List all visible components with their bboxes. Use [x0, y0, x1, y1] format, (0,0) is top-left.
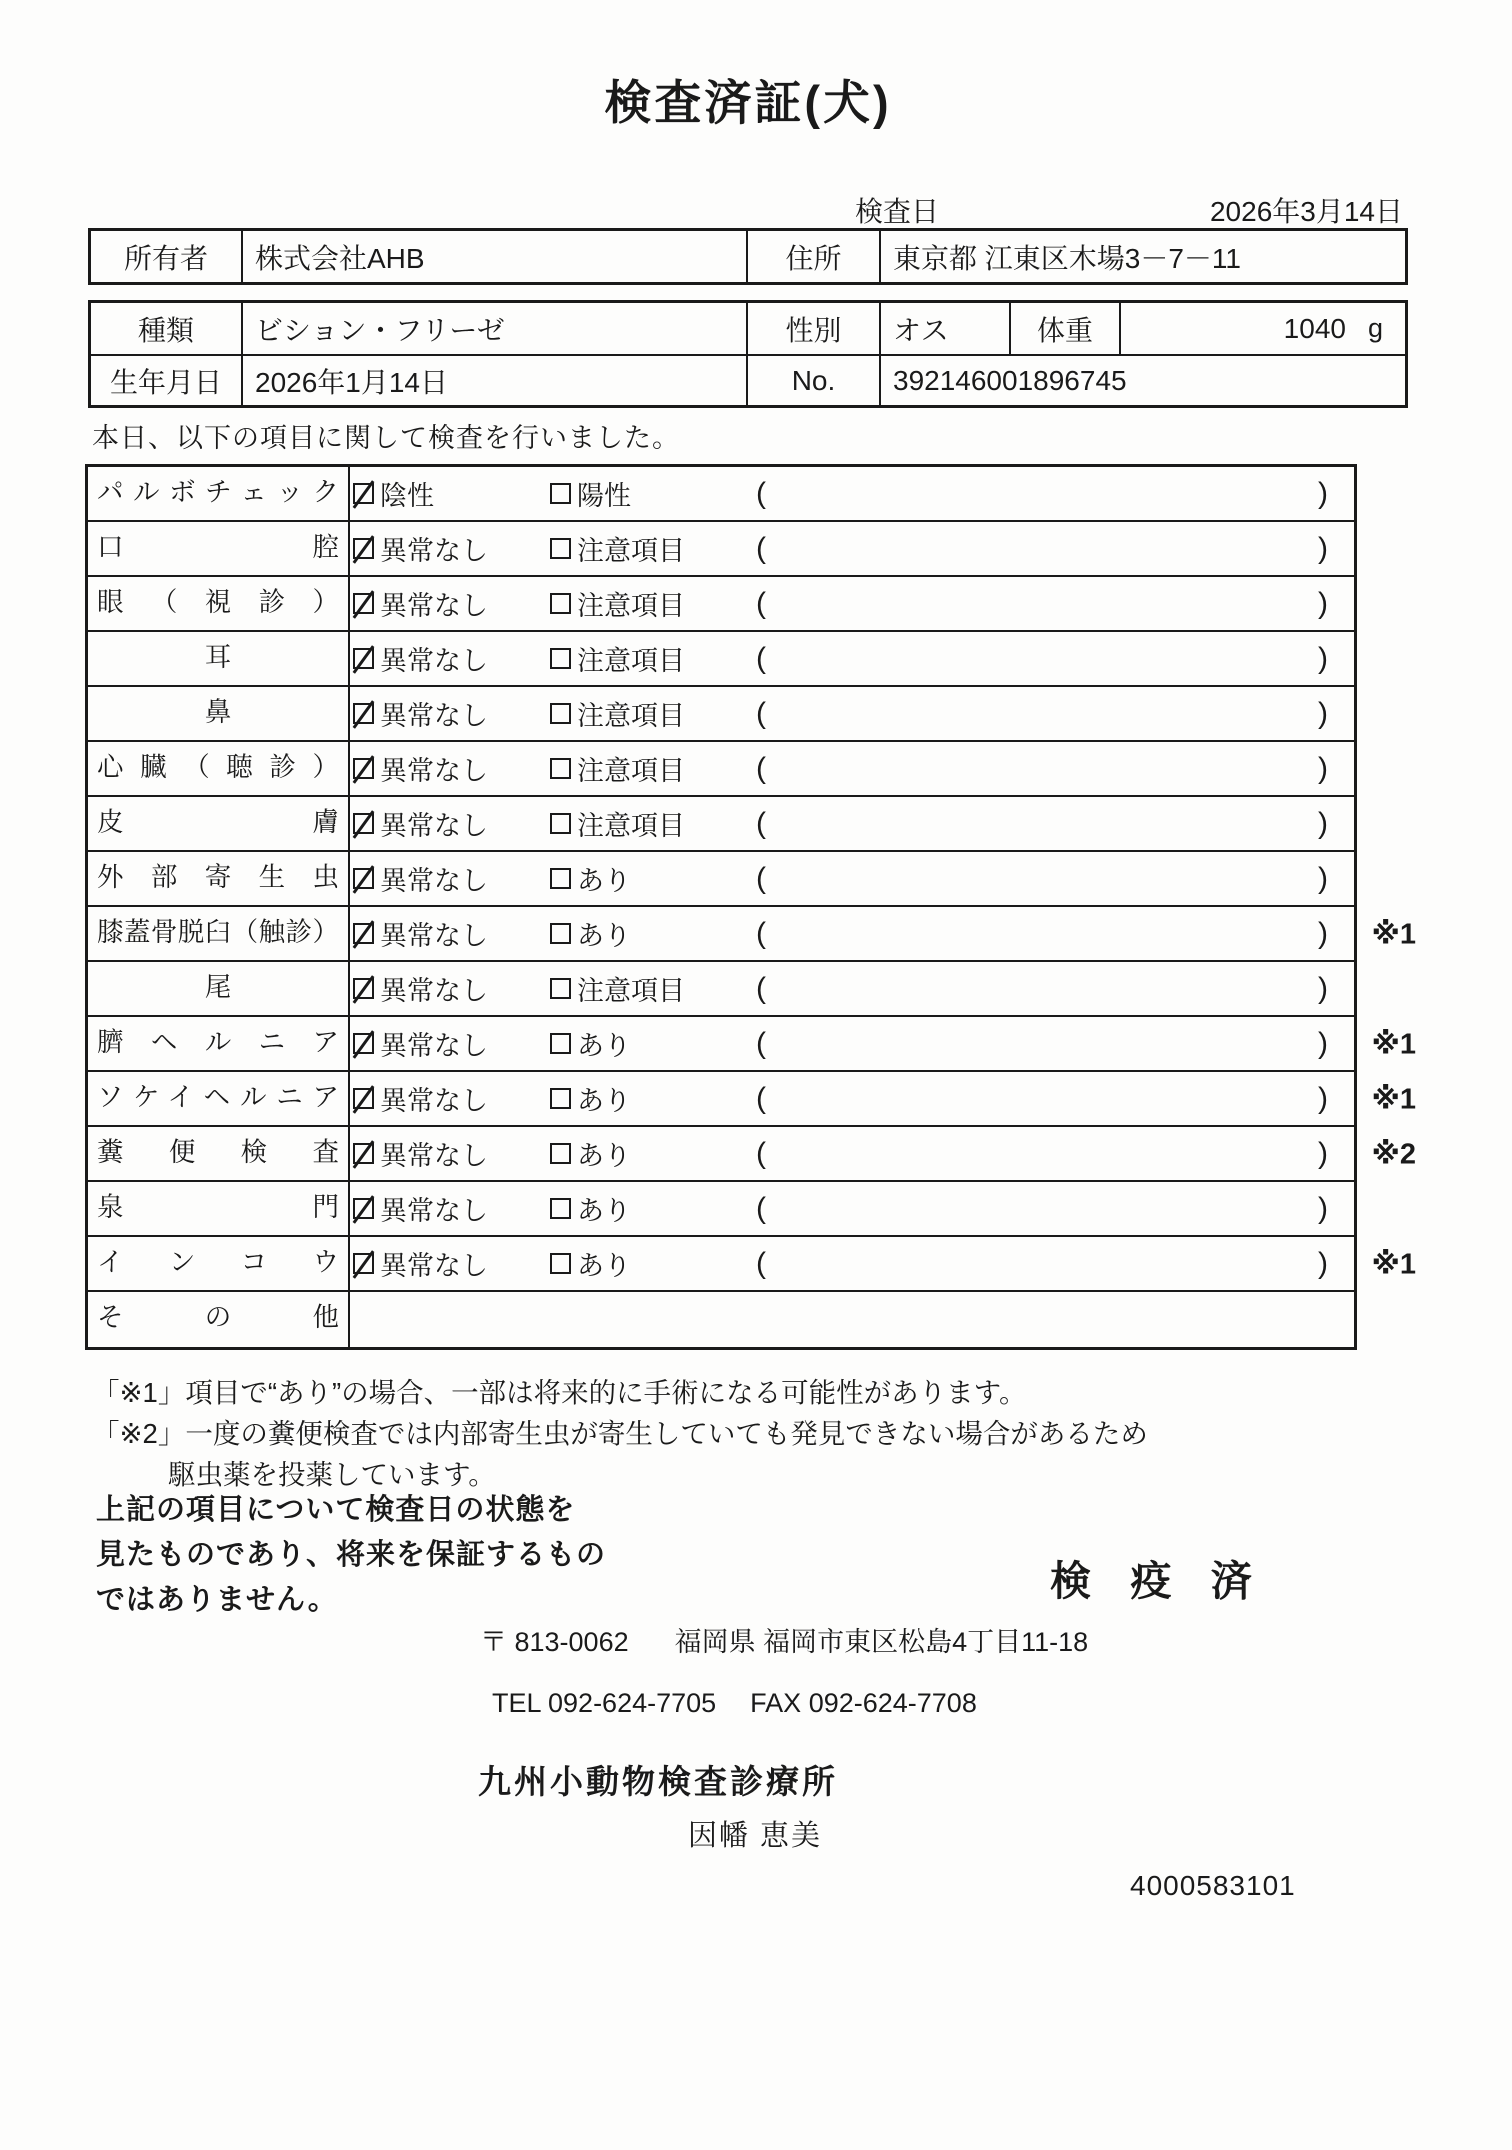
disclaimer — [96, 1488, 606, 1623]
paren-open: ( — [756, 806, 766, 840]
row-note-marker: ※1 — [1371, 1248, 1416, 1280]
option2-label: あり — [577, 1196, 631, 1226]
inspection-row-content — [350, 1182, 1354, 1235]
inspection-row-content — [350, 522, 1354, 575]
option2-checkbox[interactable] — [550, 1033, 571, 1054]
option1-group — [353, 969, 550, 1008]
inspection-item-label: インコウ — [88, 1237, 350, 1290]
birth-value-cell: 2026年1月14日 — [241, 356, 746, 405]
option2-checkbox[interactable] — [550, 923, 571, 944]
option2-group — [550, 1134, 756, 1173]
disclaimer-line-2: 見たものであり、将来を保証するもの — [96, 1539, 607, 1571]
option2-checkbox[interactable] — [550, 703, 571, 724]
option1-label: 異常なし — [380, 536, 488, 566]
clinic-tel: TEL 092-624-7705 — [492, 1688, 717, 1718]
inspection-row-content — [350, 962, 1354, 1015]
paren-close: ) — [1318, 1081, 1328, 1115]
option1-checkbox[interactable] — [353, 648, 374, 669]
paren-close: ) — [1318, 586, 1328, 620]
veterinarian-name: 因幡 恵美 — [688, 1820, 823, 1852]
option2-group — [550, 584, 756, 623]
footnotes — [92, 1372, 1148, 1495]
option1-group — [353, 1189, 550, 1228]
option1-checkbox[interactable] — [353, 1253, 374, 1274]
paren-close: ) — [1318, 476, 1328, 510]
owner-label-cell: 所有者 — [123, 242, 208, 274]
paren-open: ( — [756, 586, 766, 620]
postal-code: 〒 813-0062 — [480, 1627, 629, 1657]
option2-checkbox[interactable] — [550, 758, 571, 779]
inspection-row-content — [350, 907, 1354, 960]
inspection-item-label: 皮膚 — [88, 797, 350, 850]
inspection-item-label: 外部寄生虫 — [88, 852, 350, 905]
paren-open: ( — [756, 1191, 766, 1225]
clinic-name: 九州小動物検査診療所 — [478, 1763, 838, 1800]
breed-row — [91, 303, 1405, 354]
breed-label-cell: 種類 — [137, 314, 194, 346]
paren-open: ( — [756, 861, 766, 895]
inspection-row — [88, 1237, 1416, 1292]
inspection-row — [88, 522, 1354, 577]
option1-group — [353, 694, 550, 733]
option1-group — [353, 639, 550, 678]
row-note-marker: ※1 — [1371, 918, 1416, 950]
inspection-row — [88, 687, 1354, 742]
weight-value: 1040 — [1283, 312, 1346, 344]
option2-group — [550, 914, 756, 953]
option2-label: あり — [577, 1141, 631, 1171]
paren-open: ( — [756, 476, 766, 510]
paren-open: ( — [756, 1246, 766, 1280]
paren-close: ) — [1318, 696, 1328, 730]
option2-checkbox[interactable] — [550, 648, 571, 669]
option1-checkbox[interactable] — [353, 978, 374, 999]
clinic-address: 福岡県 福岡市東区松島4丁目11-18 — [674, 1627, 1089, 1657]
option2-checkbox[interactable] — [550, 1253, 571, 1274]
option2-label: 注意項目 — [577, 646, 685, 676]
row-note-marker: ※2 — [1371, 1138, 1416, 1170]
inspection-item-label: その他 — [88, 1292, 350, 1347]
option2-checkbox[interactable] — [550, 1198, 571, 1219]
owner-info-table — [88, 228, 1408, 285]
option2-label: あり — [577, 866, 631, 896]
weight-label-cell: 体重 — [1009, 303, 1119, 354]
weight-value-cell — [1119, 303, 1405, 354]
paren-open: ( — [756, 1136, 766, 1170]
option2-group — [550, 1244, 756, 1283]
option1-checkbox[interactable] — [353, 868, 374, 889]
inspection-date-row — [855, 190, 1403, 230]
inspection-row-content — [350, 1292, 1354, 1347]
option1-group — [353, 474, 550, 513]
inspection-row-content — [350, 1017, 1354, 1070]
inspection-item-label: 口腔 — [88, 522, 350, 575]
option1-checkbox[interactable] — [353, 538, 374, 559]
option1-label: 異常なし — [380, 866, 488, 896]
breed-value-cell: ビション・フリーゼ — [241, 303, 746, 354]
option1-checkbox[interactable] — [353, 1198, 374, 1219]
option2-label: 注意項目 — [577, 591, 685, 621]
intro-text: 本日、以下の項目に関して検査を行いました。 — [92, 423, 680, 453]
option1-checkbox[interactable] — [353, 813, 374, 834]
option2-checkbox[interactable] — [550, 1143, 571, 1164]
option1-group — [353, 749, 550, 788]
inspection-row — [88, 907, 1416, 962]
inspection-item-label: パルボチェック — [88, 467, 350, 520]
option2-checkbox[interactable] — [550, 538, 571, 559]
paren-close: ) — [1318, 1026, 1328, 1060]
quarantine-stamp: 検 疫 済 — [1050, 1558, 1266, 1604]
option2-checkbox[interactable] — [550, 868, 571, 889]
option2-label: あり — [577, 1086, 631, 1116]
option2-checkbox[interactable] — [550, 483, 571, 504]
inspection-row — [88, 467, 1354, 522]
footnote-2: 「※2」一度の糞便検査では内部寄生虫が寄生していても発見できない場合があるため — [92, 1418, 1148, 1449]
option2-group — [550, 474, 756, 513]
inspection-date-label: 検査日 — [855, 196, 940, 227]
option1-label: 異常なし — [380, 591, 488, 621]
weight-unit: g — [1367, 313, 1383, 343]
address-value-cell: 東京都 江東区木場3－7－11 — [879, 231, 1405, 282]
inspection-row — [88, 1182, 1354, 1237]
option2-group — [550, 804, 756, 843]
option1-label: 異常なし — [380, 646, 488, 676]
option2-label: 注意項目 — [577, 701, 685, 731]
inspection-row-content — [350, 797, 1354, 850]
inspection-row — [88, 1072, 1416, 1127]
option1-checkbox[interactable] — [353, 1143, 374, 1164]
option1-checkbox[interactable] — [353, 923, 374, 944]
option1-label: 異常なし — [380, 756, 488, 786]
option1-group — [353, 804, 550, 843]
option2-label: 注意項目 — [577, 536, 685, 566]
option2-label: 陽性 — [577, 481, 631, 511]
inspection-row — [88, 632, 1354, 687]
owner-row — [91, 231, 1405, 282]
inspection-row — [88, 797, 1354, 852]
inspection-row-content — [350, 687, 1354, 740]
option2-group — [550, 859, 756, 898]
option2-label: 注意項目 — [577, 976, 685, 1006]
paren-open: ( — [756, 1081, 766, 1115]
paren-open: ( — [756, 531, 766, 565]
inspection-item-label: 眼（視診） — [88, 577, 350, 630]
option2-checkbox[interactable] — [550, 813, 571, 834]
option2-group — [550, 639, 756, 678]
inspection-row — [88, 1292, 1354, 1347]
option2-group — [550, 1189, 756, 1228]
owner-value-cell: 株式会社AHB — [241, 231, 746, 282]
option1-label: 異常なし — [380, 921, 488, 951]
option1-group — [353, 1079, 550, 1118]
clinic-fax: FAX 092-624-7708 — [750, 1688, 977, 1718]
option1-checkbox[interactable] — [353, 593, 374, 614]
inspection-item-label: 糞便検査 — [88, 1127, 350, 1180]
clinic-telfax-line — [492, 1688, 977, 1719]
option1-checkbox[interactable] — [353, 483, 374, 504]
inspection-item-label: 尾 — [88, 962, 350, 1015]
paren-close: ) — [1318, 916, 1328, 950]
row-note-marker: ※1 — [1371, 1083, 1416, 1115]
option1-group — [353, 914, 550, 953]
option2-label: あり — [577, 921, 631, 951]
paren-close: ) — [1318, 751, 1328, 785]
row-note-marker: ※1 — [1371, 1028, 1416, 1060]
address-label-cell: 住所 — [746, 231, 879, 282]
inspection-item-label: 耳 — [88, 632, 350, 685]
option2-group — [550, 694, 756, 733]
animal-info-table — [88, 300, 1408, 408]
option1-checkbox[interactable] — [353, 703, 374, 724]
option1-group — [353, 1024, 550, 1063]
disclaimer-line-3: ではありません。 — [96, 1584, 338, 1616]
option2-checkbox[interactable] — [550, 593, 571, 614]
no-value-cell: 392146001896745 — [879, 356, 1405, 405]
option1-group — [353, 859, 550, 898]
inspection-row-content — [350, 467, 1354, 520]
inspection-row-content — [350, 852, 1354, 905]
no-label-cell: No. — [746, 356, 879, 405]
footnote-1: 「※1」項目で“あり”の場合、一部は将来的に手術になる可能性があります。 — [92, 1377, 1027, 1408]
inspection-item-label: 心臓（聴診） — [88, 742, 350, 795]
option2-group — [550, 1024, 756, 1063]
paren-open: ( — [756, 916, 766, 950]
birth-label-cell: 生年月日 — [109, 366, 222, 398]
paren-close: ) — [1318, 806, 1328, 840]
inspection-item-label: ソケイヘルニア — [88, 1072, 350, 1125]
option2-label: あり — [577, 1251, 631, 1281]
disclaimer-line-1: 上記の項目について検査日の状態を — [96, 1494, 576, 1526]
paren-open: ( — [756, 1026, 766, 1060]
option1-label: 異常なし — [380, 811, 488, 841]
paren-close: ) — [1318, 1191, 1328, 1225]
option2-label: 注意項目 — [577, 811, 685, 841]
inspection-row — [88, 1017, 1416, 1072]
option2-checkbox[interactable] — [550, 1088, 571, 1109]
option2-label: あり — [577, 1031, 631, 1061]
birth-row — [91, 354, 1405, 405]
paren-open: ( — [756, 696, 766, 730]
inspection-row-content — [350, 1237, 1354, 1290]
option2-label: 注意項目 — [577, 756, 685, 786]
sex-value-cell: オス — [879, 303, 1009, 354]
option1-group — [353, 584, 550, 623]
option1-group — [353, 1134, 550, 1173]
inspection-row-content — [350, 577, 1354, 630]
inspection-table — [85, 464, 1416, 1350]
option1-group — [353, 529, 550, 568]
inspection-item-label: 泉門 — [88, 1182, 350, 1235]
option1-label: 異常なし — [380, 976, 488, 1006]
paren-close: ) — [1318, 641, 1328, 675]
option2-group — [550, 1079, 756, 1118]
inspection-item-label: 鼻 — [88, 687, 350, 740]
inspection-row — [88, 962, 1354, 1017]
inspection-row — [88, 852, 1354, 907]
inspection-row — [88, 742, 1354, 797]
serial-number: 4000583101 — [1130, 1870, 1296, 1901]
option1-label: 異常なし — [380, 1251, 488, 1281]
option1-checkbox[interactable] — [353, 1033, 374, 1054]
option2-group — [550, 529, 756, 568]
option1-group — [353, 1244, 550, 1283]
option1-label: 異常なし — [380, 1141, 488, 1171]
footnote-3: 駆虫薬を投薬しています。 — [168, 1459, 496, 1490]
option1-label: 異常なし — [380, 1086, 488, 1116]
inspection-row-content — [350, 742, 1354, 795]
option1-label: 異常なし — [380, 701, 488, 731]
option1-label: 異常なし — [380, 1031, 488, 1061]
inspection-item-label: 膝蓋骨脱臼（触診） — [88, 907, 350, 960]
clinic-postal-line — [480, 1620, 1088, 1659]
paren-close: ) — [1318, 861, 1328, 895]
paren-close: ) — [1318, 1136, 1328, 1170]
paren-close: ) — [1318, 1246, 1328, 1280]
paren-open: ( — [756, 971, 766, 1005]
inspection-row — [88, 1127, 1416, 1182]
inspection-item-label: 臍ヘルニア — [88, 1017, 350, 1070]
inspection-row — [88, 577, 1354, 632]
paren-close: ) — [1318, 971, 1328, 1005]
option2-group — [550, 749, 756, 788]
option1-label: 異常なし — [380, 1196, 488, 1226]
option1-checkbox[interactable] — [353, 1088, 374, 1109]
option2-group — [550, 969, 756, 1008]
option1-label: 陰性 — [380, 481, 434, 511]
inspection-row-content — [350, 1072, 1354, 1125]
inspection-row-content — [350, 1127, 1354, 1180]
option2-checkbox[interactable] — [550, 978, 571, 999]
paren-close: ) — [1318, 531, 1328, 565]
page-title: 検査済証(犬) — [604, 76, 892, 129]
inspection-date-value: 2026年3月14日 — [1209, 196, 1403, 227]
paren-open: ( — [756, 641, 766, 675]
sex-label-cell: 性別 — [746, 303, 879, 354]
option1-checkbox[interactable] — [353, 758, 374, 779]
paren-open: ( — [756, 751, 766, 785]
inspection-row-content — [350, 632, 1354, 685]
